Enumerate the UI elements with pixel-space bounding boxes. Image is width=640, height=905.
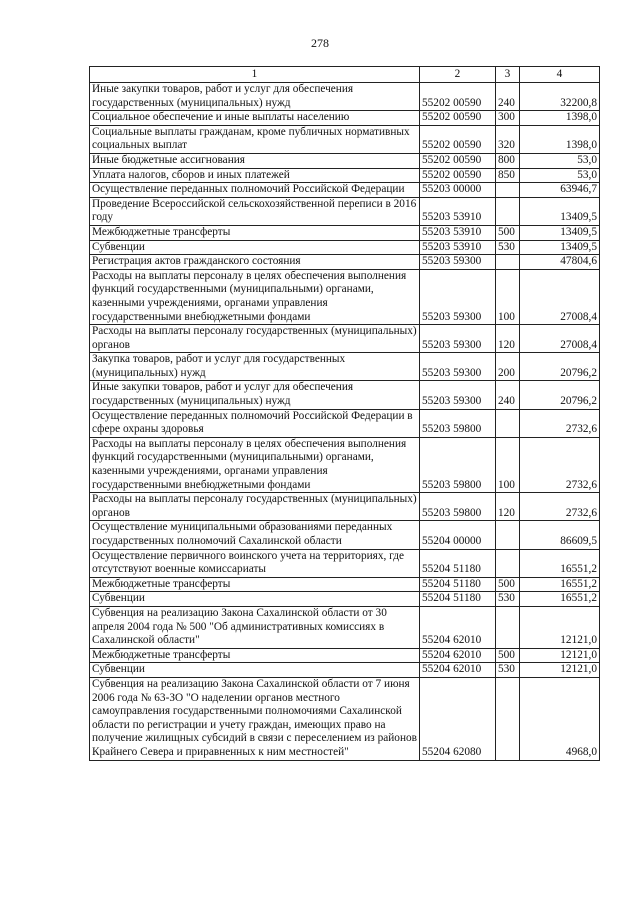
row-code-cell: 55203 59800 (420, 409, 496, 437)
row-name-cell: Социальные выплаты гражданам, кроме публичных нормативных социальных выплат (90, 125, 420, 153)
table-row (90, 197, 600, 225)
table-row (90, 269, 600, 324)
table-row (90, 577, 600, 592)
row-sum-cell: 13409,5 (520, 240, 600, 255)
row-name-cell: Субвенция на реализацию Закона Сахалинской области от 30 апреля 2004 года № 500 "Об административных комиссиях в Сахалинской области" (90, 606, 420, 648)
row-name-cell: Осуществление первичного воинского учета на территориях, где отсутствуют военные комиссариаты (90, 549, 420, 577)
row-code-cell: 55204 62080 (420, 677, 496, 760)
row-type-cell: 500 (496, 577, 520, 592)
row-sum-cell: 1398,0 (520, 111, 600, 126)
row-name-cell: Проведение Всероссийской сельскохозяйственной переписи в 2016 году (90, 197, 420, 225)
row-type-cell: 320 (496, 125, 520, 153)
row-sum-cell: 20796,2 (520, 353, 600, 381)
row-name-cell: Межбюджетные трансферты (90, 225, 420, 240)
row-type-cell: 100 (496, 269, 520, 324)
row-name-cell: Расходы на выплаты персоналу государственных (муниципальных) органов (90, 493, 420, 521)
table-row (90, 663, 600, 678)
table-row (90, 325, 600, 353)
row-name-cell: Осуществление муниципальными образованиями переданных государственных полномочий Сахалинской области (90, 521, 420, 549)
row-code-cell: 55203 59300 (420, 255, 496, 270)
row-sum-cell: 20796,2 (520, 381, 600, 409)
row-sum-cell: 12121,0 (520, 648, 600, 663)
row-name-cell: Осуществление переданных полномочий Российской Федерации в сфере охраны здоровья (90, 409, 420, 437)
row-name-cell: Субвенция на реализацию Закона Сахалинской области от 7 июня 2006 года № 63-ЗО "О наделении органов местного самоуправления государственными полномочиями Сахалинской области по регистрации и учету граждан, имеющих право на получение жилищных субсидий в связи с переселением из районов Крайнего Севера и приравненных к ним местностей" (90, 677, 420, 760)
row-type-cell: 530 (496, 592, 520, 607)
row-name-cell: Межбюджетные трансферты (90, 577, 420, 592)
row-code-cell: 55204 51180 (420, 577, 496, 592)
row-sum-cell: 27008,4 (520, 325, 600, 353)
row-code-cell: 55203 59300 (420, 325, 496, 353)
table-row (90, 168, 600, 183)
budget-table (89, 66, 600, 761)
row-type-cell: 500 (496, 648, 520, 663)
row-name-cell: Иные бюджетные ассигнования (90, 153, 420, 168)
table-row (90, 493, 600, 521)
table-row (90, 125, 600, 153)
row-code-cell: 55203 59300 (420, 353, 496, 381)
row-sum-cell: 63946,7 (520, 183, 600, 198)
row-sum-cell: 53,0 (520, 153, 600, 168)
row-code-cell: 55203 59300 (420, 269, 496, 324)
row-code-cell: 55202 00590 (420, 153, 496, 168)
table-row (90, 225, 600, 240)
row-type-cell: 100 (496, 437, 520, 492)
row-sum-cell: 47804,6 (520, 255, 600, 270)
row-name-cell: Расходы на выплаты персоналу в целях обеспечения выполнения функций государственными (муниципальными) органами, казенными учреждениями, органами управления государственными внебюджетными фондами (90, 437, 420, 492)
table-row (90, 549, 600, 577)
row-code-cell: 55203 53910 (420, 197, 496, 225)
table-row (90, 521, 600, 549)
row-code-cell: 55203 59800 (420, 493, 496, 521)
row-name-cell: Субвенции (90, 592, 420, 607)
table-row (90, 353, 600, 381)
table-row (90, 83, 600, 111)
row-type-cell (496, 549, 520, 577)
row-code-cell: 55202 00590 (420, 168, 496, 183)
row-sum-cell: 13409,5 (520, 197, 600, 225)
row-name-cell: Субвенции (90, 663, 420, 678)
column-header-type: 3 (496, 67, 520, 83)
row-name-cell: Закупка товаров, работ и услуг для государственных (муниципальных) нужд (90, 353, 420, 381)
row-code-cell: 55204 62010 (420, 648, 496, 663)
row-code-cell: 55204 51180 (420, 592, 496, 607)
table-row (90, 381, 600, 409)
row-type-cell (496, 183, 520, 198)
row-code-cell: 55204 00000 (420, 521, 496, 549)
row-sum-cell: 16551,2 (520, 592, 600, 607)
table-row (90, 409, 600, 437)
row-name-cell: Межбюджетные трансферты (90, 648, 420, 663)
table-row (90, 240, 600, 255)
table-row (90, 153, 600, 168)
row-type-cell: 240 (496, 381, 520, 409)
row-name-cell: Социальное обеспечение и иные выплаты населению (90, 111, 420, 126)
page-number: 278 (311, 36, 329, 50)
row-code-cell: 55203 00000 (420, 183, 496, 198)
table-row (90, 255, 600, 270)
row-type-cell: 300 (496, 111, 520, 126)
header-row (90, 67, 600, 83)
row-code-cell: 55203 53910 (420, 225, 496, 240)
column-header-sum: 4 (520, 67, 600, 83)
row-type-cell (496, 677, 520, 760)
row-type-cell (496, 255, 520, 270)
row-sum-cell: 16551,2 (520, 549, 600, 577)
column-header-code: 2 (420, 67, 496, 83)
row-sum-cell: 2732,6 (520, 493, 600, 521)
row-name-cell: Уплата налогов, сборов и иных платежей (90, 168, 420, 183)
row-code-cell: 55202 00590 (420, 125, 496, 153)
table-row (90, 111, 600, 126)
row-type-cell (496, 197, 520, 225)
row-sum-cell: 2732,6 (520, 437, 600, 492)
row-type-cell: 850 (496, 168, 520, 183)
row-code-cell: 55203 59300 (420, 381, 496, 409)
row-sum-cell: 2732,6 (520, 409, 600, 437)
row-type-cell: 240 (496, 83, 520, 111)
row-name-cell: Расходы на выплаты персоналу государственных (муниципальных) органов (90, 325, 420, 353)
row-type-cell: 530 (496, 240, 520, 255)
row-name-cell: Субвенции (90, 240, 420, 255)
row-name-cell: Иные закупки товаров, работ и услуг для обеспечения государственных (муниципальных) нужд (90, 83, 420, 111)
row-sum-cell: 16551,2 (520, 577, 600, 592)
row-type-cell (496, 606, 520, 648)
row-type-cell: 120 (496, 325, 520, 353)
row-type-cell: 530 (496, 663, 520, 678)
table-row (90, 183, 600, 198)
row-name-cell: Регистрация актов гражданского состояния (90, 255, 420, 270)
row-sum-cell: 12121,0 (520, 663, 600, 678)
row-sum-cell: 27008,4 (520, 269, 600, 324)
row-sum-cell: 12121,0 (520, 606, 600, 648)
table-row (90, 677, 600, 760)
row-code-cell: 55202 00590 (420, 83, 496, 111)
table-row (90, 606, 600, 648)
row-sum-cell: 86609,5 (520, 521, 600, 549)
row-name-cell: Осуществление переданных полномочий Российской Федерации (90, 183, 420, 198)
row-type-cell: 120 (496, 493, 520, 521)
row-sum-cell: 32200,8 (520, 83, 600, 111)
row-type-cell (496, 409, 520, 437)
table-row (90, 648, 600, 663)
row-code-cell: 55203 59800 (420, 437, 496, 492)
row-name-cell: Иные закупки товаров, работ и услуг для обеспечения государственных (муниципальных) нужд (90, 381, 420, 409)
row-code-cell: 55204 62010 (420, 606, 496, 648)
row-sum-cell: 13409,5 (520, 225, 600, 240)
row-type-cell: 500 (496, 225, 520, 240)
row-code-cell: 55204 51180 (420, 549, 496, 577)
table-row (90, 437, 600, 492)
table-row (90, 592, 600, 607)
row-code-cell: 55202 00590 (420, 111, 496, 126)
column-header-name: 1 (90, 67, 420, 83)
row-code-cell: 55203 53910 (420, 240, 496, 255)
row-sum-cell: 1398,0 (520, 125, 600, 153)
row-code-cell: 55204 62010 (420, 663, 496, 678)
row-name-cell: Расходы на выплаты персоналу в целях обеспечения выполнения функций государственными (муниципальными) органами, казенными учреждениями, органами управления государственными внебюджетными фондами (90, 269, 420, 324)
row-type-cell (496, 521, 520, 549)
row-sum-cell: 4968,0 (520, 677, 600, 760)
row-type-cell: 200 (496, 353, 520, 381)
row-type-cell: 800 (496, 153, 520, 168)
row-sum-cell: 53,0 (520, 168, 600, 183)
